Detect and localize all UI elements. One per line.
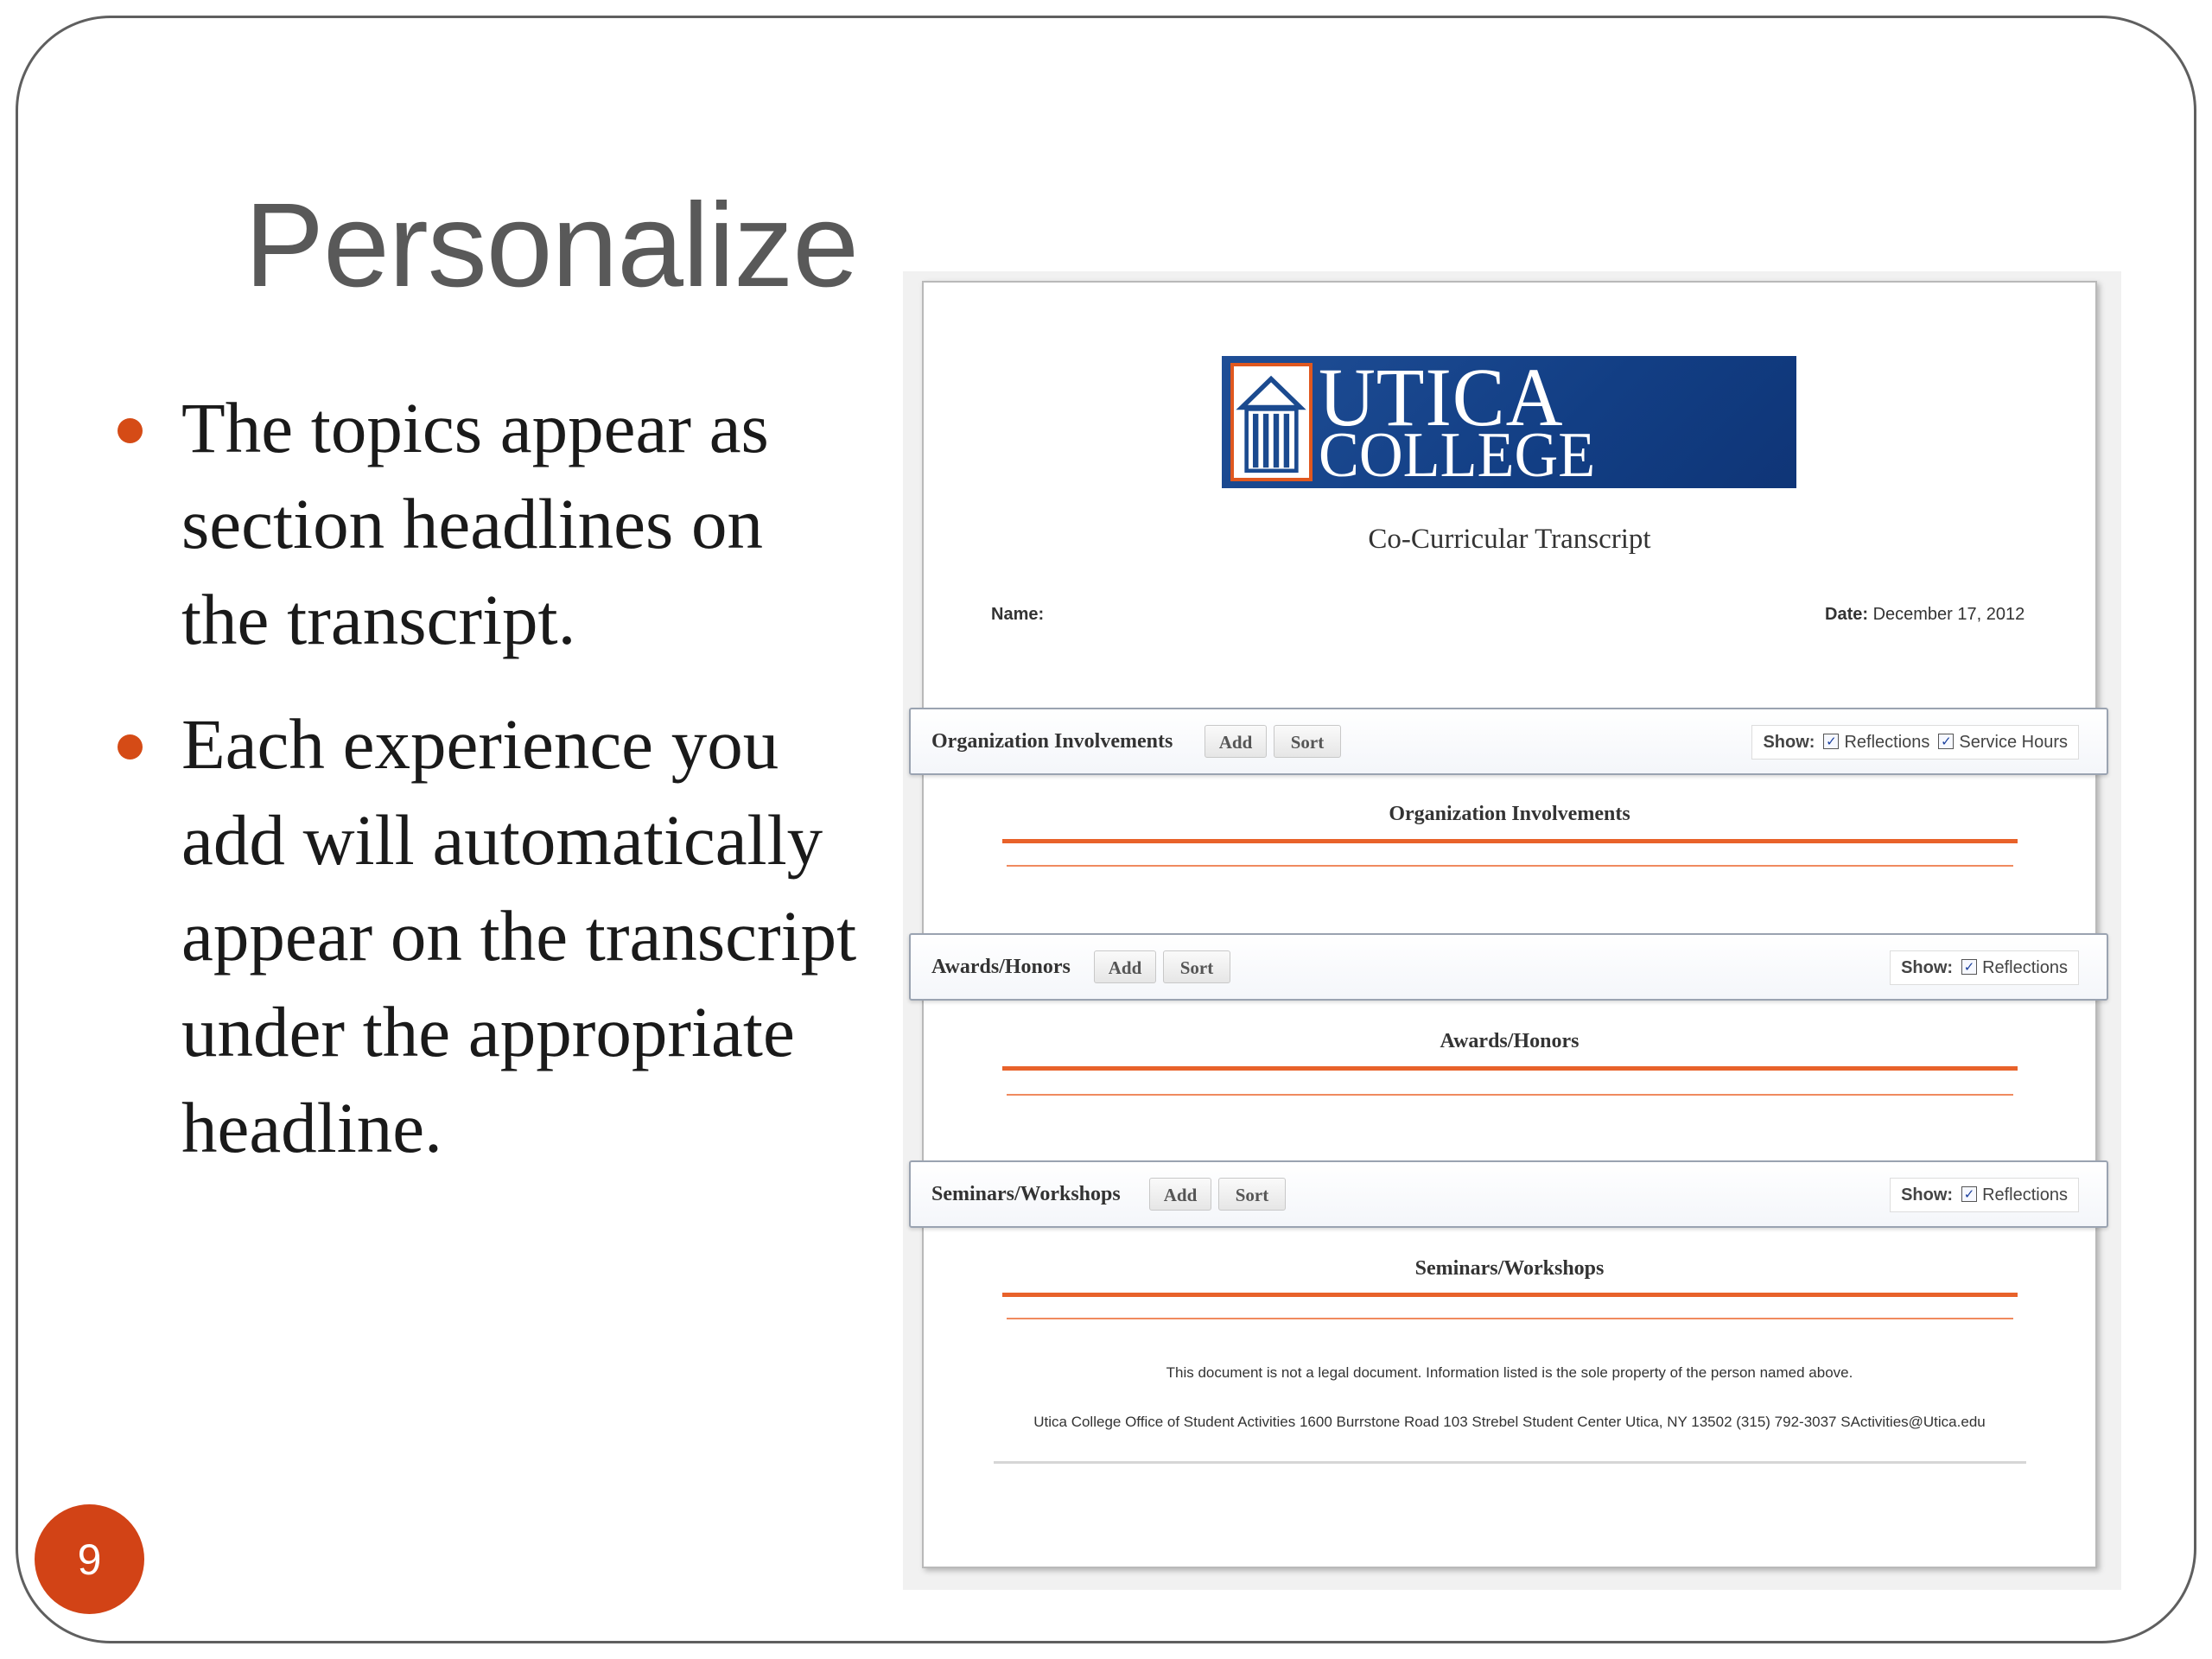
document-title: Co-Curricular Transcript [1368, 524, 1651, 555]
sort-button[interactable]: Sort [1218, 1178, 1286, 1211]
section-divider [1002, 839, 2018, 843]
section-toolbar-organization-involvements [909, 708, 2108, 775]
bullet-text: The topics appear as section headlines on the transcript. [181, 388, 769, 659]
option-service-hours: Service Hours [1959, 733, 2068, 752]
bullet-text: Each experience you add will automatically appear on the transcript under the appropriate headline. [181, 704, 857, 1167]
checkbox-checked-icon[interactable]: ✓ [1938, 734, 1954, 749]
option-reflections: Reflections [1982, 958, 2068, 977]
section-divider [1002, 1066, 2018, 1071]
checkbox-checked-icon[interactable]: ✓ [1961, 959, 1977, 975]
name-label: Name: [991, 605, 1045, 624]
option-reflections: Reflections [1844, 733, 1930, 752]
bullet-dot-icon [118, 418, 143, 443]
name-field [991, 605, 1044, 625]
add-button[interactable]: Add [1094, 950, 1156, 983]
logo-text-college: COLLEGE [1319, 420, 1596, 491]
bullet-dot-icon [118, 734, 143, 760]
add-button[interactable]: Add [1149, 1178, 1211, 1211]
checkbox-checked-icon[interactable]: ✓ [1961, 1186, 1977, 1202]
college-logo [1222, 351, 1796, 491]
college-emblem-icon [1230, 363, 1313, 481]
disclaimer-text: This document is not a legal document. Information listed is the sole property of the person named above. [1166, 1364, 1853, 1381]
section-divider-thin [1007, 865, 2013, 867]
show-options [1751, 725, 2079, 760]
sort-button[interactable]: Sort [1163, 950, 1230, 983]
show-label: Show: [1901, 958, 1954, 977]
bullet-list [118, 380, 861, 1205]
show-label: Show: [1763, 733, 1815, 752]
section-heading: Awards/Honors [1440, 1030, 1580, 1052]
page-number-badge: 9 [35, 1504, 144, 1614]
section-name: Seminars/Workshops [931, 1183, 1121, 1205]
show-options [1890, 1178, 2079, 1212]
section-divider [1002, 1293, 2018, 1297]
slide-title: Personalize [245, 179, 859, 312]
show-label: Show: [1901, 1185, 1954, 1205]
bullet-item [118, 696, 861, 1176]
section-toolbar-awards-honors [909, 933, 2108, 1001]
sort-button[interactable]: Sort [1274, 725, 1341, 758]
section-heading: Organization Involvements [1389, 803, 1630, 825]
section-divider-thin [1007, 1094, 2013, 1096]
option-reflections: Reflections [1982, 1185, 2068, 1205]
checkbox-checked-icon[interactable]: ✓ [1823, 734, 1839, 749]
show-options [1890, 950, 2079, 985]
bullet-item [118, 380, 861, 668]
logo-text-utica: UTICA [1319, 351, 1564, 443]
contact-text: Utica College Office of Student Activities 1600 Burrstone Road 103 Strebel Student Center Utica, NY 13502 (315) 792-3037 SActivities@Utica.edu [1033, 1414, 1986, 1430]
date-label: Date: [1825, 605, 1869, 624]
section-toolbar-seminars-workshops [909, 1160, 2108, 1228]
add-button[interactable]: Add [1205, 725, 1267, 758]
section-heading: Seminars/Workshops [1414, 1257, 1605, 1280]
footer-divider [994, 1461, 2026, 1464]
date-value: December 17, 2012 [1872, 605, 2025, 624]
section-name: Awards/Honors [931, 956, 1071, 978]
section-name: Organization Involvements [931, 730, 1173, 753]
date-field [1825, 605, 2024, 625]
section-divider-thin [1007, 1318, 2013, 1319]
